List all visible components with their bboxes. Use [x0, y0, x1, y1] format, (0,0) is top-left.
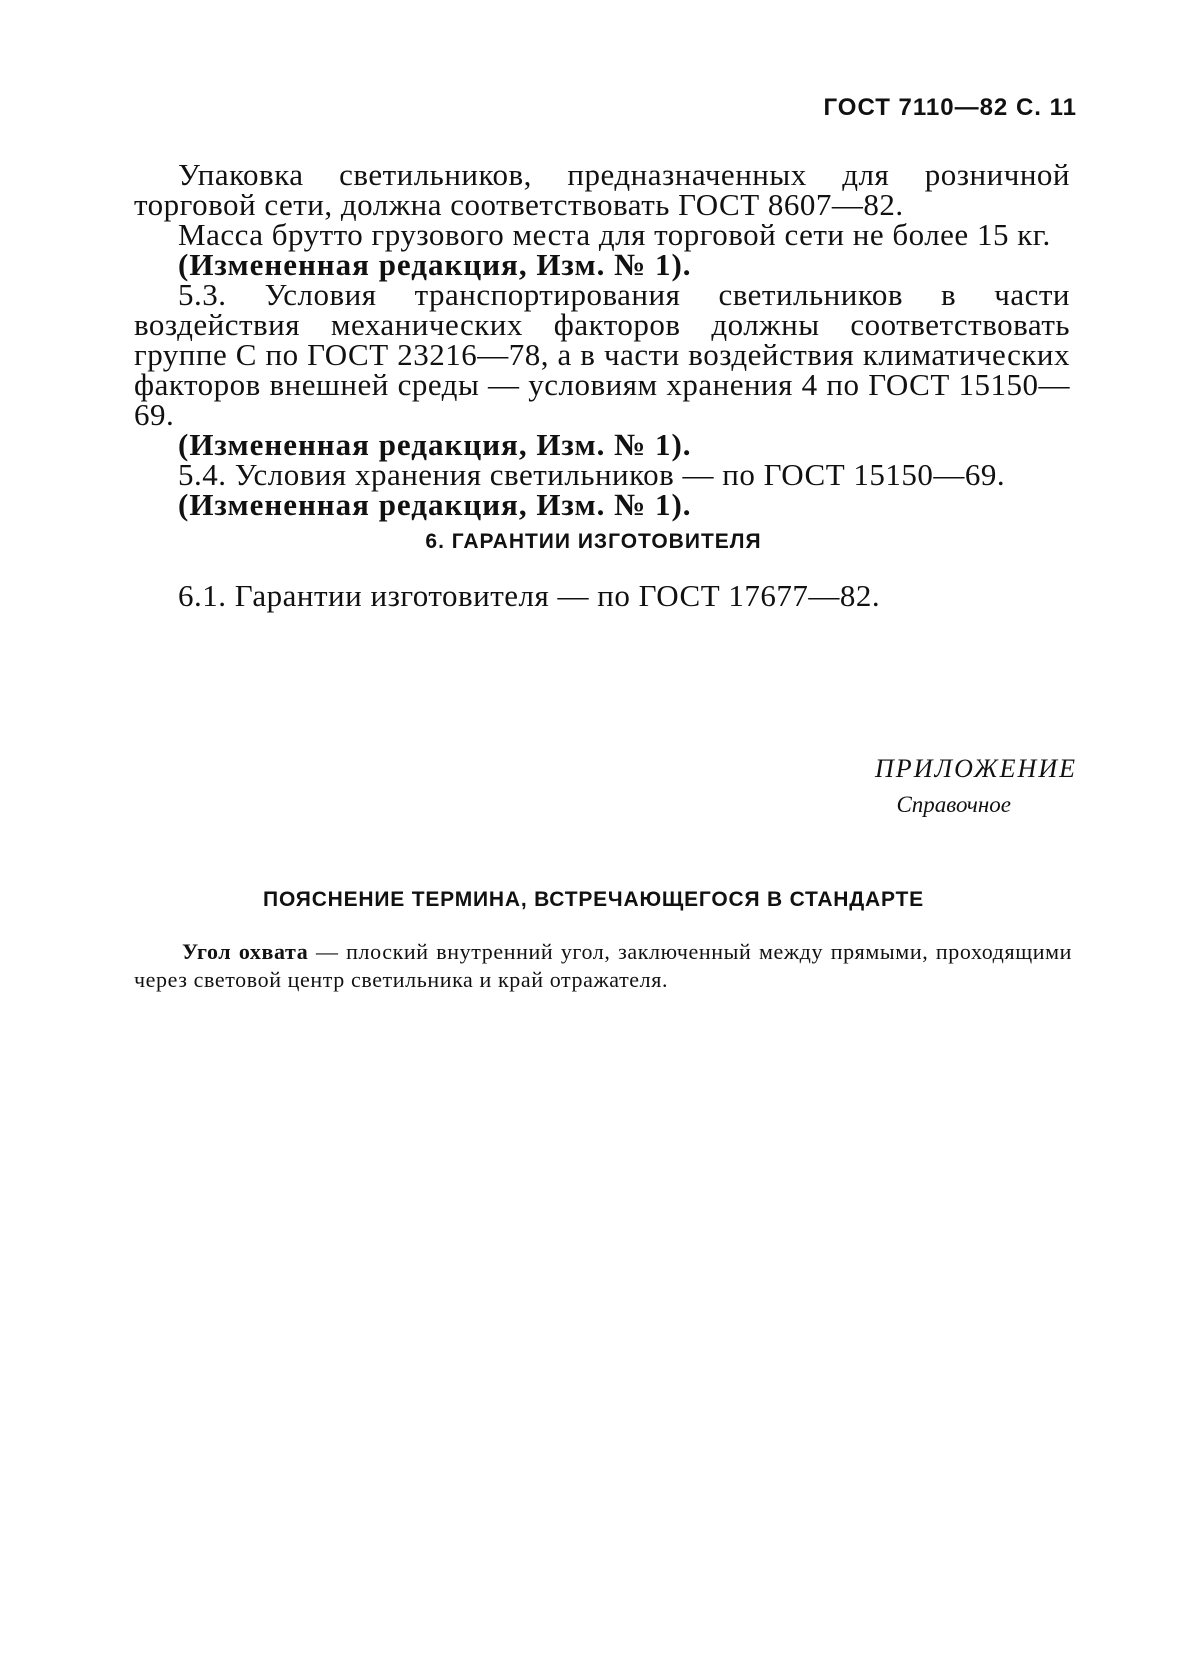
term-section-title: ПОЯСНЕНИЕ ТЕРМИНА, ВСТРЕЧАЮЩЕГОСЯ В СТАНДАРТЕ [263, 888, 924, 911]
paragraph-5-3: 5.3. Условия транспортирования светильников в части воздействия механических факторов должны соответствовать группе С по ГОСТ 23216—78, а в части воздействия климатических факторов внешней среды — условиям хранения 4 по ГОСТ 15150—69. [134, 277, 1070, 432]
section5-continuation [134, 157, 1070, 522]
page-header: ГОСТ 7110—82 С. 11 [823, 94, 1077, 121]
term-name: Угол охвата [182, 939, 309, 964]
paragraph-6-1: 6.1. Гарантии изготовителя — по ГОСТ 17677—82. [178, 578, 881, 613]
term-definition [134, 938, 1072, 994]
paragraph-gross-mass: Масса брутто грузового места для торговой сети не более 15 кг. [178, 217, 1051, 252]
appendix-title: ПРИЛОЖЕНИЕ [875, 754, 1077, 783]
section-6-title: 6. ГАРАНТИИ ИЗГОТОВИТЕЛЯ [425, 530, 762, 553]
amendment-note: (Измененная редакция, Изм. № 1). [178, 247, 692, 282]
amendment-note: (Измененная редакция, Изм. № 1). [178, 427, 692, 462]
paragraph-packaging: Упаковка светильников, предназначенных для розничной торговой сети, должна соответствовать ГОСТ 8607—82. [134, 157, 1070, 222]
term-definition-text: — плоский внутренний угол, заключенный между прямыми, проходящими через световой центр светильника и край отражателя. [134, 939, 1072, 992]
appendix-subtitle: Справочное [896, 792, 1011, 817]
paragraph-5-4: 5.4. Условия хранения светильников — по ГОСТ 15150—69. [178, 457, 1006, 492]
amendment-note: (Измененная редакция, Изм. № 1). [178, 487, 692, 522]
